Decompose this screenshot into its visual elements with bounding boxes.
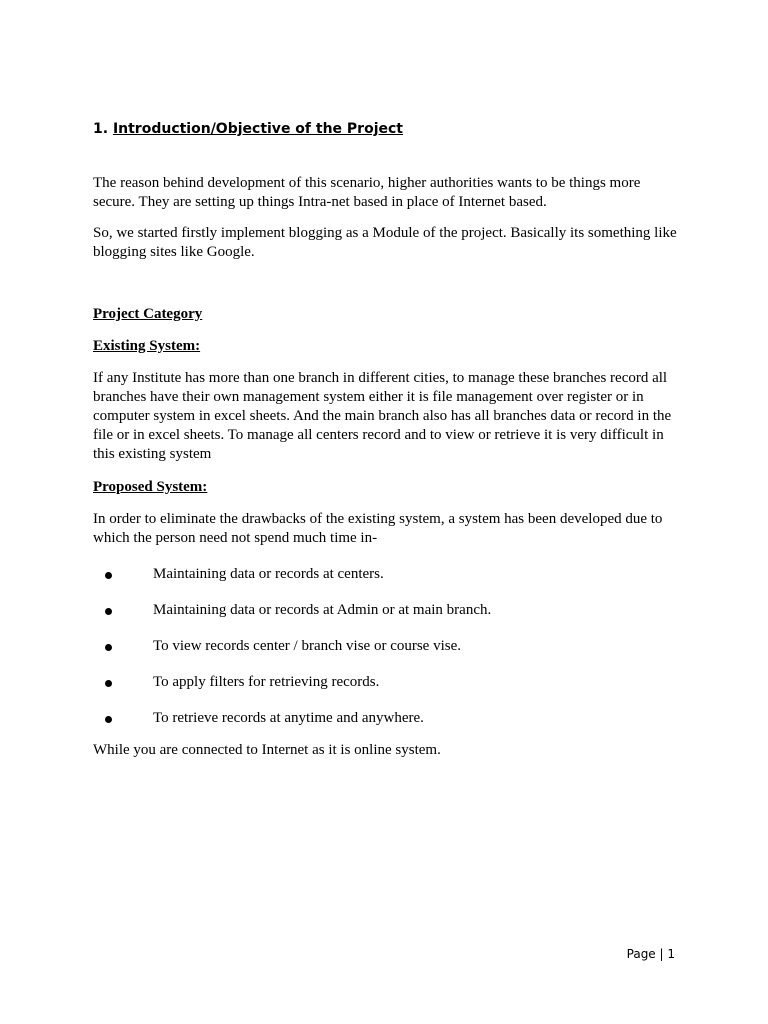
bullet-text: To apply filters for retrieving records.: [153, 674, 380, 690]
existing-system-label: Existing System:: [93, 338, 201, 354]
bullet-dot-icon: [105, 680, 112, 687]
bullet-dot-icon: [105, 644, 112, 651]
section-heading: [93, 121, 403, 137]
closing-line: While you are connected to Internet as it is online system.: [93, 742, 441, 758]
intro-paragraph-1: The reason behind development of this scenario, higher authorities wants to be things more secure. They are setting up things Intra-net based in place of Internet based.: [93, 175, 641, 210]
existing-system-paragraph: If any Institute has more than one branch in different cities, to manage these branches record all branches have their own management system either it is file management over register or in computer system in excel sheets. And the main branch also has all branches data or record in the file or in excel sheets. To manage all centers record and to view or retrieve it is very difficult in this existing system: [93, 370, 672, 462]
bullet-text: To retrieve records at anytime and anywhere.: [153, 710, 424, 726]
heading-title: Introduction/Objective of the Project: [112, 121, 403, 137]
bullet-dot-icon: [105, 716, 112, 723]
bullet-text: To view records center / branch vise or course vise.: [153, 638, 461, 654]
heading-number: 1.: [93, 121, 109, 137]
proposed-system-label: Proposed System:: [93, 479, 208, 495]
project-category-label: Project Category: [93, 306, 203, 322]
bullet-dot-icon: [105, 608, 112, 615]
page-number: Page | 1: [626, 947, 675, 961]
intro-paragraph-2: So, we started firstly implement blogging as a Module of the project. Basically its something like blogging sites like Google.: [93, 225, 677, 260]
proposed-system-paragraph: In order to eliminate the drawbacks of the existing system, a system has been developed due to which the person need not spend much time in-: [93, 511, 663, 546]
bullet-text: Maintaining data or records at Admin or at main branch.: [153, 602, 492, 618]
bullet-dot-icon: [105, 572, 112, 579]
bullet-text: Maintaining data or records at centers.: [153, 566, 384, 582]
